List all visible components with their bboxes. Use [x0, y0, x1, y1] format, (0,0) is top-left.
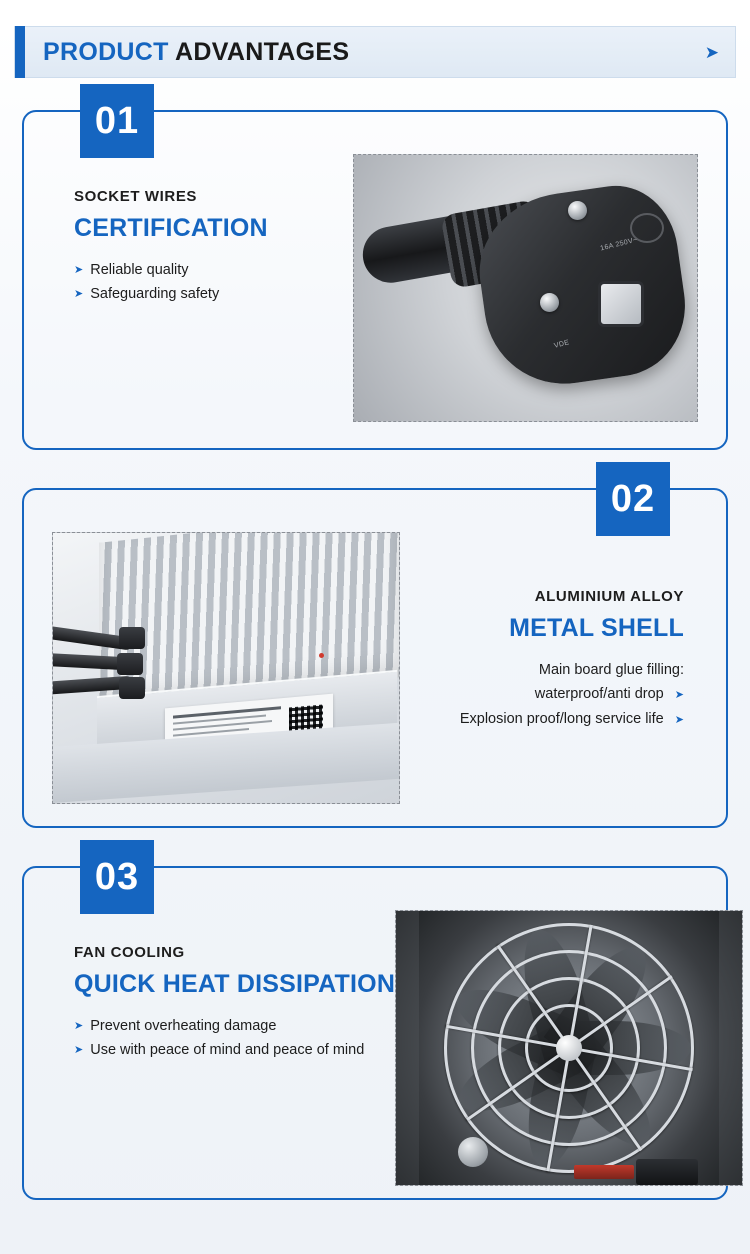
card-headline-03: QUICK HEAT DISSIPATION — [74, 970, 396, 998]
list-item — [400, 709, 684, 731]
advantage-card-01 — [22, 99, 728, 450]
card-headline-01: CERTIFICATION — [74, 214, 268, 242]
card-text-03 — [52, 908, 395, 1064]
card-bullets-01 — [74, 260, 353, 305]
bullet-text: Use with peace of mind and peace of mind — [90, 1042, 365, 1058]
product-photo-fan — [395, 910, 743, 1186]
card-text-02 — [400, 530, 698, 734]
list-item — [74, 284, 353, 305]
card-bullets-03 — [74, 1016, 395, 1061]
page-title-rest: ADVANTAGES — [175, 37, 350, 66]
indicator-dot — [319, 653, 324, 658]
card-kicker-02: ALUMINIUM ALLOY — [534, 588, 684, 605]
list-item — [400, 684, 684, 706]
page-title — [43, 37, 350, 66]
cable-gland — [117, 653, 143, 675]
card-number-badge-01: 01 — [80, 84, 154, 158]
card-headline-02: METAL SHELL — [509, 614, 684, 642]
card-number-badge-03: 03 — [80, 840, 154, 914]
bullet-marker-icon: ➤ — [674, 714, 684, 726]
product-photo-plug — [353, 154, 698, 422]
bullet-text: Prevent overheating damage — [90, 1018, 277, 1034]
black-connector — [636, 1159, 698, 1185]
advantage-card-03 — [22, 855, 728, 1200]
plug-pin — [540, 293, 559, 312]
bullet-marker-icon: ➤ — [74, 1020, 84, 1032]
list-item — [74, 260, 353, 281]
card-kicker-03: FAN COOLING — [74, 944, 185, 961]
bullet-text: Main board glue filling: — [538, 662, 684, 678]
cable-group — [53, 629, 183, 725]
plug-pin — [568, 201, 587, 220]
card-kicker-01: SOCKET WIRES — [74, 188, 198, 205]
bullet-text: Explosion proof/long service life — [459, 711, 664, 727]
banner-accent-bar — [15, 26, 25, 78]
product-advantages-page — [0, 26, 750, 1254]
page-title-strong: PRODUCT — [43, 37, 169, 66]
bullet-marker-icon: ➤ — [674, 689, 684, 701]
cable-gland — [119, 677, 145, 699]
list-item — [74, 1016, 395, 1037]
card-number-badge-02: 02 — [596, 462, 670, 536]
section-banner — [14, 26, 736, 78]
card-bullets-02 — [400, 660, 684, 731]
fan-guard-hub — [556, 1035, 582, 1061]
list-item — [74, 1040, 395, 1061]
bullet-marker-icon: ➤ — [74, 264, 84, 276]
plug-marking-text: 16A 250V~ — [599, 236, 639, 253]
bullet-text: waterproof/anti drop — [534, 686, 664, 702]
bullet-text: Reliable quality — [90, 262, 189, 278]
bullet-text: Safeguarding safety — [90, 286, 220, 302]
product-photo-metal-shell — [52, 532, 400, 804]
advantage-card-02 — [22, 477, 728, 828]
bullet-marker-icon: ➤ — [74, 1044, 84, 1056]
fan-mount-foot — [458, 1137, 488, 1167]
bullet-marker-icon: ➤ — [74, 288, 84, 300]
card-text-01 — [52, 152, 353, 308]
red-connector — [574, 1165, 634, 1179]
list-item — [400, 660, 684, 681]
plug-marking-text: VDE — [553, 339, 571, 350]
cable-gland — [119, 627, 145, 649]
plug-center-screw — [598, 281, 644, 327]
arrow-right-icon: ➤ — [704, 42, 719, 62]
